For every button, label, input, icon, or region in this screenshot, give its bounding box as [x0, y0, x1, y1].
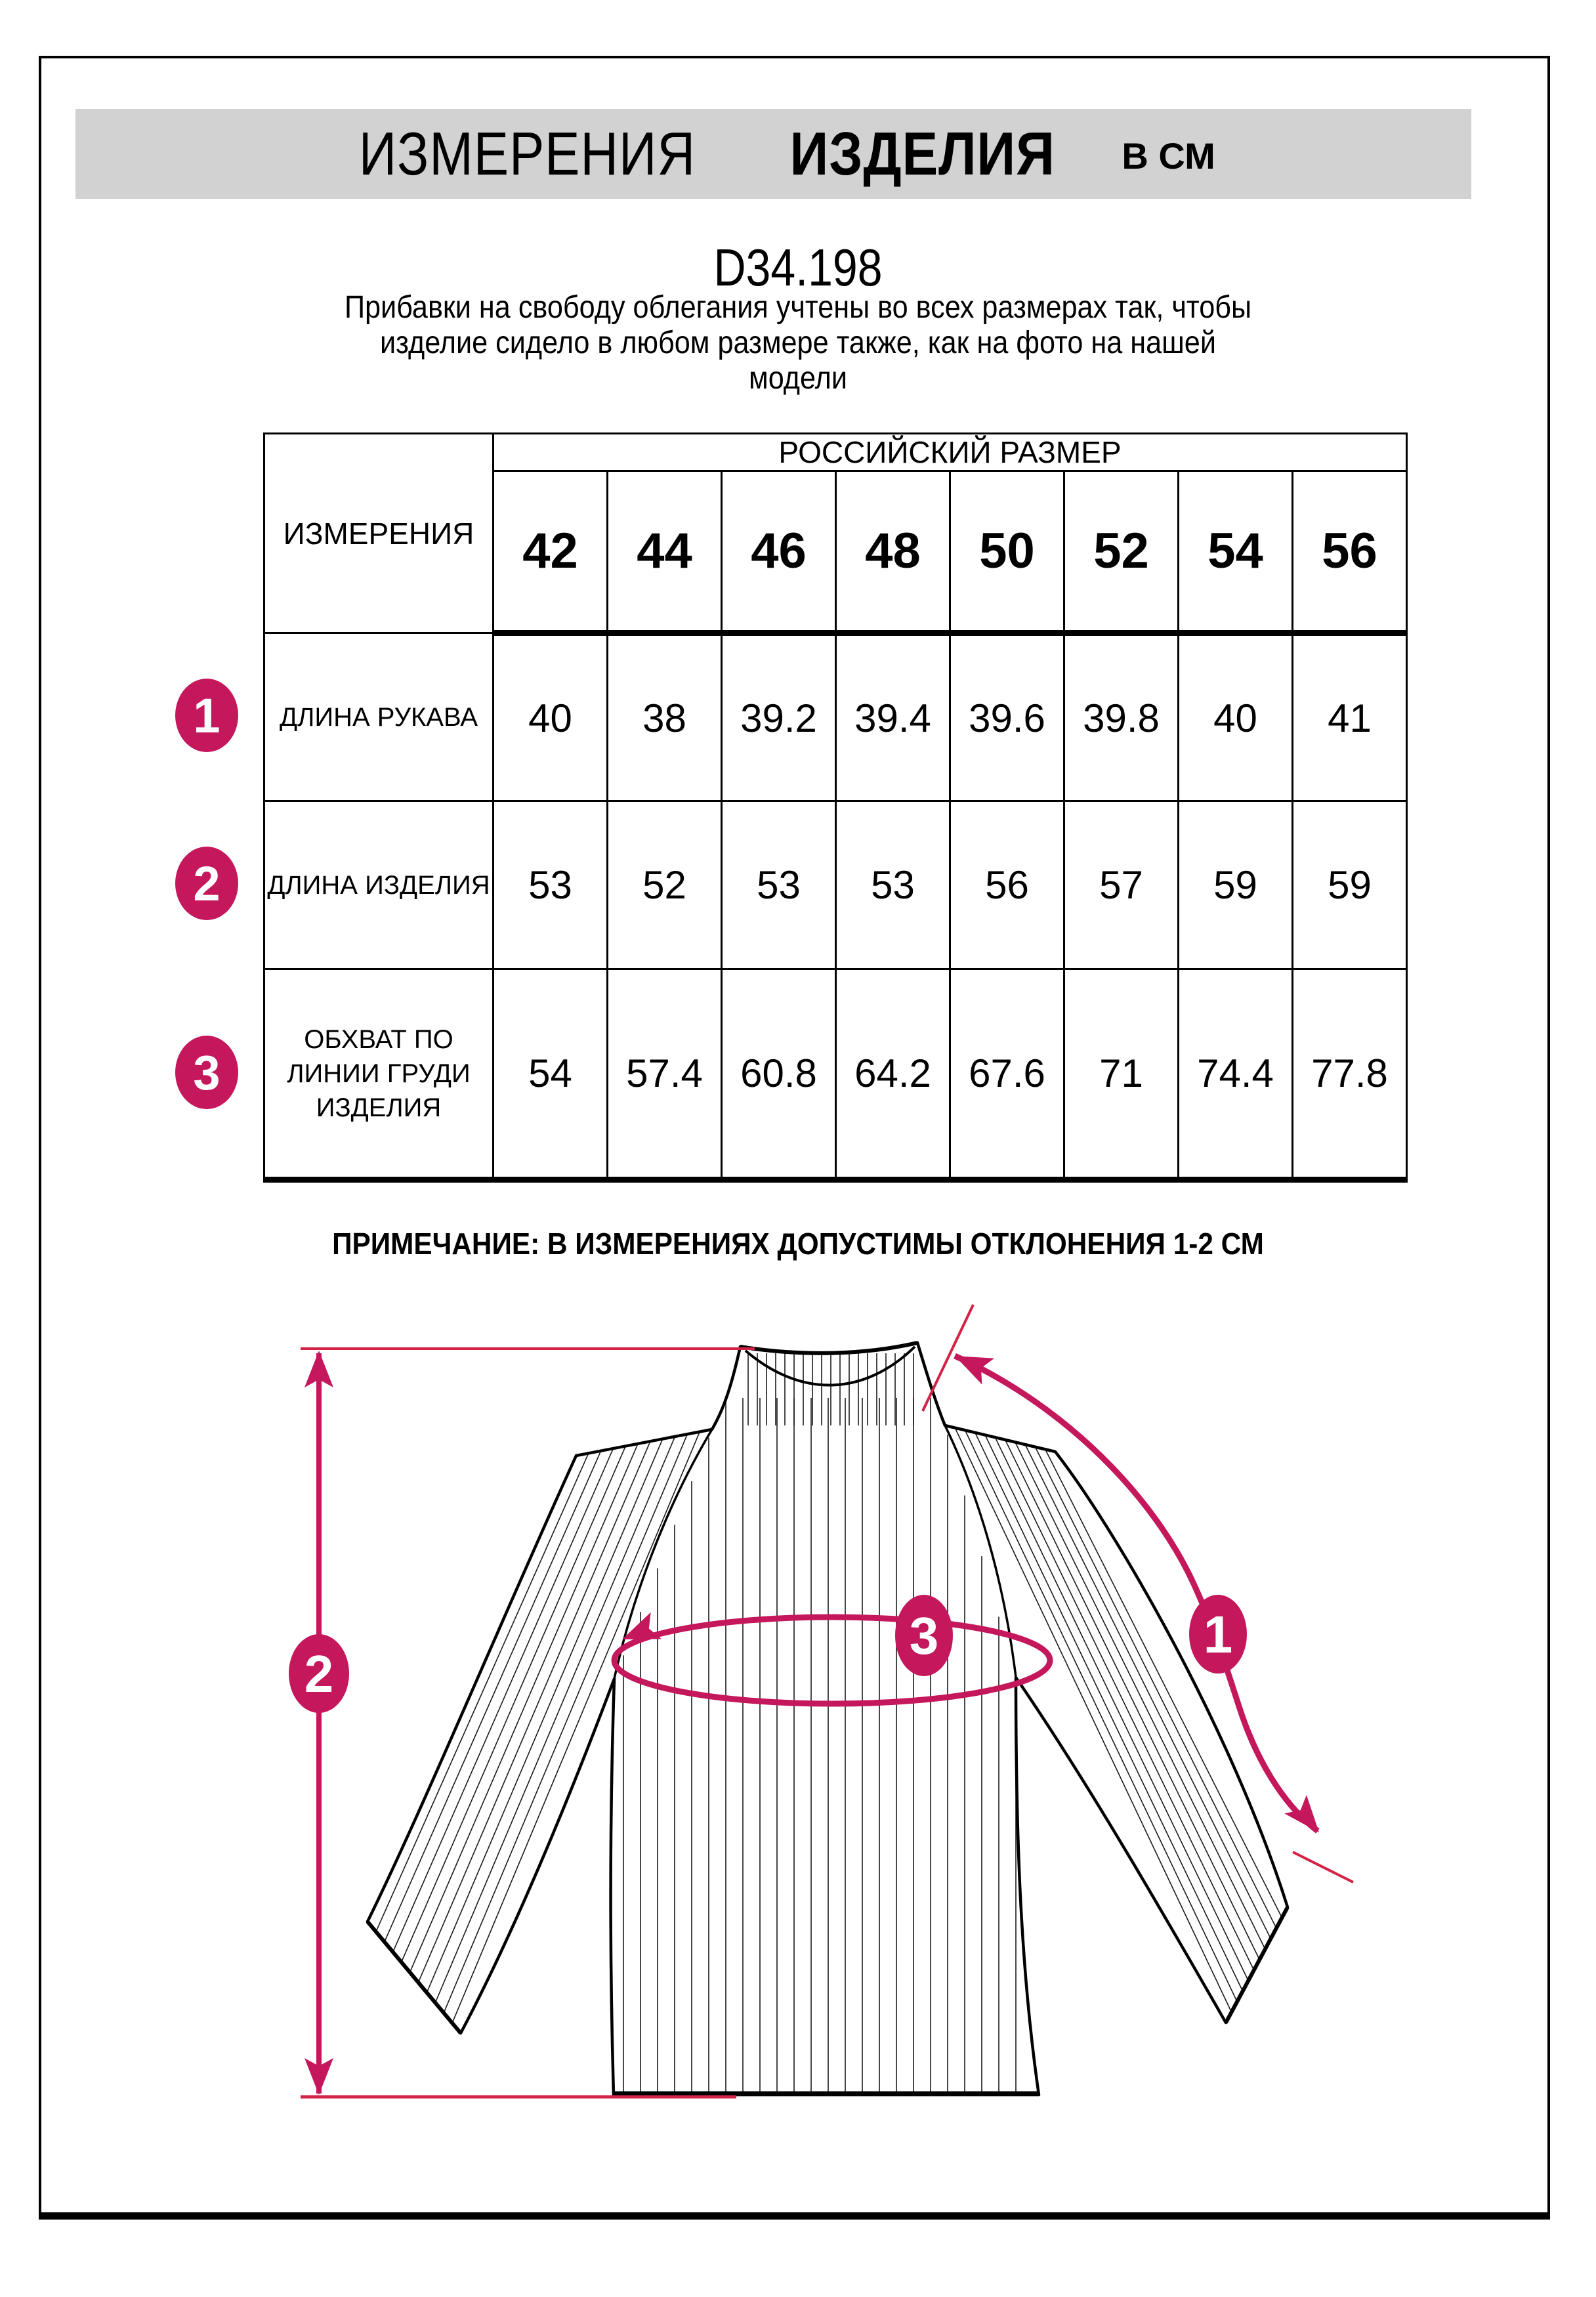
- product-code: D34.198: [713, 238, 883, 297]
- row-label: ДЛИНА РУКАВА: [264, 633, 494, 801]
- svg-text:2: 2: [304, 1645, 334, 1703]
- value-cell: 57.4: [608, 969, 722, 1180]
- diagram-badge-2: [289, 1634, 349, 1713]
- value-cell: 52: [608, 801, 722, 969]
- chest-ellipse: [614, 1617, 1050, 1704]
- value-cell: 71: [1064, 969, 1179, 1180]
- size-header-cell: 54: [1179, 471, 1293, 633]
- value-cell: 40: [1179, 633, 1293, 801]
- sleeve-dimension-line: [955, 1356, 1318, 1831]
- sweater-silhouette: [368, 1343, 1288, 2095]
- fit-description-line: изделие сидело в любом размере также, как на фото на нашей: [380, 326, 1216, 360]
- svg-text:1: 1: [1203, 1605, 1233, 1664]
- size-header-cell: 50: [950, 471, 1064, 633]
- row-label: ОБХВАТ ПО ЛИНИИ ГРУДИ ИЗДЕЛИЯ: [264, 969, 494, 1180]
- value-cell: 53: [836, 801, 950, 969]
- tolerance-note: ПРИМЕЧАНИЕ: В ИЗМЕРЕНИЯХ ДОПУСТИМЫ ОТКЛОНЕНИЯ 1-2 СМ: [332, 1227, 1264, 1261]
- arrowhead-neck: [949, 1343, 994, 1385]
- value-cell: 77.8: [1293, 969, 1407, 1180]
- value-cell: 53: [722, 801, 836, 969]
- fit-description-line: модели: [749, 361, 847, 396]
- value-cell: 56: [950, 801, 1064, 969]
- value-cell: 74.4: [1179, 969, 1293, 1180]
- size-header-cell: 42: [494, 471, 608, 633]
- value-cell: 59: [1293, 801, 1407, 969]
- badge-number: 2: [193, 856, 220, 911]
- value-cell: 39.4: [836, 633, 950, 801]
- size-group-header: РОССИЙСКИЙ РАЗМЕР: [494, 434, 1407, 471]
- value-cell: 67.6: [950, 969, 1064, 1180]
- value-cell: 64.2: [836, 969, 950, 1180]
- value-cell: 53: [494, 801, 608, 969]
- row-label: ДЛИНА ИЗДЕЛИЯ: [264, 801, 494, 969]
- value-cell: 38: [608, 633, 722, 801]
- unit-label: В СМ: [1122, 135, 1215, 177]
- rib-texture: [376, 1353, 1282, 2092]
- badge-number: 3: [193, 1045, 220, 1100]
- diagram-badge-1: [1189, 1595, 1247, 1674]
- svg-text:3: 3: [909, 1607, 939, 1665]
- measure-column-header: ИЗМЕРЕНИЯ: [264, 434, 494, 633]
- diagram-badge-3: [895, 1595, 953, 1676]
- fit-description-line: Прибавки на свободу облегания учтены во всех размерах так, чтобы: [344, 290, 1252, 325]
- value-cell: 57: [1064, 801, 1179, 969]
- value-cell: 40: [494, 633, 608, 801]
- cuff-tick-line: [1293, 1852, 1353, 1882]
- collar-rim: [740, 1343, 917, 1353]
- page-title-bold: ИЗДЕЛИЯ: [789, 119, 1055, 188]
- badge-number: 1: [193, 688, 220, 743]
- value-cell: 39.6: [950, 633, 1064, 801]
- value-cell: 54: [494, 969, 608, 1180]
- page-title: ИЗМЕРЕНИЯ: [359, 119, 696, 188]
- cuff-line-left: [368, 1922, 461, 2033]
- cuff-line-right: [1226, 1907, 1288, 2023]
- value-cell: 59: [1179, 801, 1293, 969]
- value-cell: 41: [1293, 633, 1407, 801]
- size-header-cell: 56: [1293, 471, 1407, 633]
- size-header-cell: 44: [608, 471, 722, 633]
- size-header-cell: 48: [836, 471, 950, 633]
- value-cell: 39.8: [1064, 633, 1179, 801]
- size-header-cell: 46: [722, 471, 836, 633]
- value-cell: 60.8: [722, 969, 836, 1180]
- size-header-cell: 52: [1064, 471, 1179, 633]
- value-cell: 39.2: [722, 633, 836, 801]
